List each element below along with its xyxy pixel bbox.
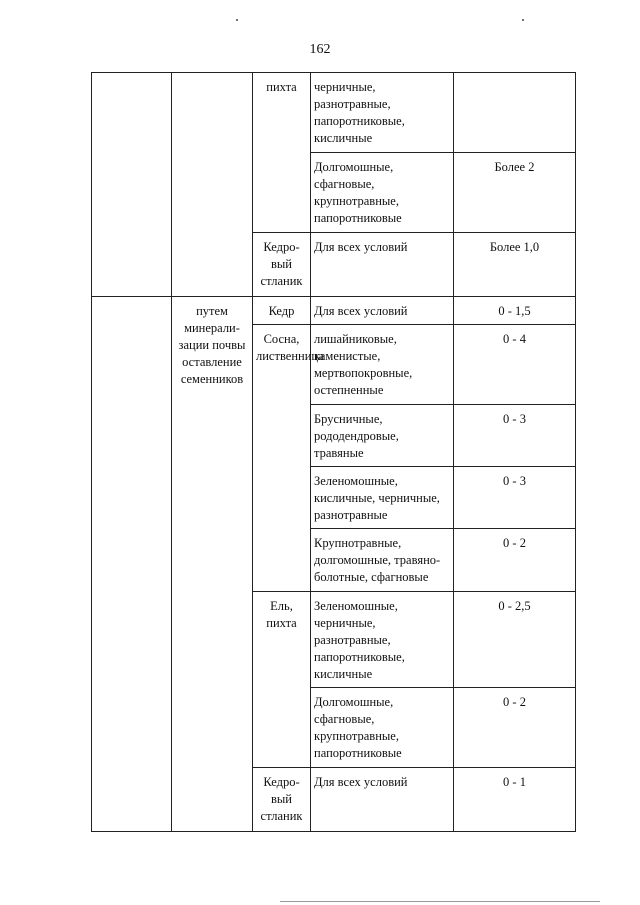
category-cell: [92, 297, 172, 832]
conditions-text: Крупнотравные, долгомошные, травяно- болотные, сфагновые: [314, 536, 441, 584]
conditions-cell: [311, 153, 454, 233]
species-label: Ель, пихта: [266, 599, 297, 630]
value-text: Более 2: [494, 160, 535, 174]
conditions-cell: [311, 233, 454, 297]
conditions-text: Брусничные, рододендровые, травяные: [314, 412, 399, 460]
value-cell: [454, 529, 576, 592]
table-row: [92, 73, 576, 153]
value-cell: [454, 405, 576, 467]
value-text: 0 - 4: [503, 332, 526, 346]
conditions-text: Для всех условий: [314, 304, 408, 318]
conditions-text: Долгомошные, сфагновые, крупнотравные, папоротниковые: [314, 695, 402, 760]
category-cell: [92, 73, 172, 297]
value-text: 0 - 3: [503, 474, 526, 488]
species-label: Кедро- вый стланик: [260, 240, 303, 288]
species-label: Кедро- вый стланик: [260, 775, 303, 823]
species-cell: [253, 297, 311, 325]
method-cell: [172, 73, 253, 297]
value-text: Более 1,0: [489, 240, 540, 254]
value-cell: [454, 768, 576, 832]
species-cell: [253, 325, 324, 592]
conditions-text: Зеленомошные, кисличные, черничные, разнотравные: [314, 474, 440, 522]
value-text: 0 - 2: [503, 536, 526, 550]
value-cell: [454, 233, 576, 297]
scan-speck: [236, 19, 238, 21]
scan-speck: [522, 19, 524, 21]
species-cell: [253, 592, 311, 768]
conditions-cell: [311, 688, 454, 768]
conditions-text: Зеленомошные, черничные, разнотравные, папоротниковые, кисличные: [314, 599, 405, 681]
conditions-cell: [311, 73, 454, 153]
conditions-text: Долгомошные, сфагновые, крупнотравные, папоротниковые: [314, 160, 402, 225]
value-text: 0 - 1,5: [498, 304, 531, 318]
species-cell: [253, 233, 311, 297]
conditions-cell: [311, 592, 454, 688]
species-cell: [253, 73, 311, 233]
species-label: Кедр: [268, 304, 295, 318]
planting-density-table: [91, 72, 576, 832]
species-label: Сосна, лиственница: [256, 332, 324, 363]
value-text: 0 - 2: [503, 695, 526, 709]
value-cell: [454, 688, 576, 768]
page-number: 162: [309, 42, 331, 57]
conditions-text: черничные, разнотравные, папоротниковые, кисличные: [314, 80, 405, 145]
value-text: 0 - 3: [503, 412, 526, 426]
conditions-cell: [311, 768, 454, 832]
conditions-cell: [311, 467, 454, 529]
conditions-text: Для всех условий: [314, 240, 408, 254]
species-cell: [253, 768, 311, 832]
conditions-cell: [311, 297, 454, 325]
conditions-text: Для всех условий: [314, 775, 408, 789]
conditions-cell: [311, 405, 454, 467]
conditions-text: лишайниковые, каменистые, мертвопокровные, остепненные: [314, 332, 413, 397]
conditions-cell: [311, 325, 454, 405]
value-cell: [454, 325, 576, 405]
species-label: пихта: [266, 80, 297, 94]
value-cell: [454, 592, 576, 688]
table-row: [92, 297, 576, 325]
conditions-cell: [311, 529, 454, 592]
method-cell: [172, 297, 253, 832]
value-text: 0 - 2,5: [498, 599, 531, 613]
value-text: 0 - 1: [503, 775, 526, 789]
value-cell: [454, 297, 576, 325]
method-label: путем минерали- зации почвы оставление семенников: [178, 304, 246, 386]
scan-edge-line: [280, 901, 600, 902]
value-cell: [454, 467, 576, 529]
value-cell: [454, 153, 576, 233]
value-cell: [454, 73, 576, 153]
